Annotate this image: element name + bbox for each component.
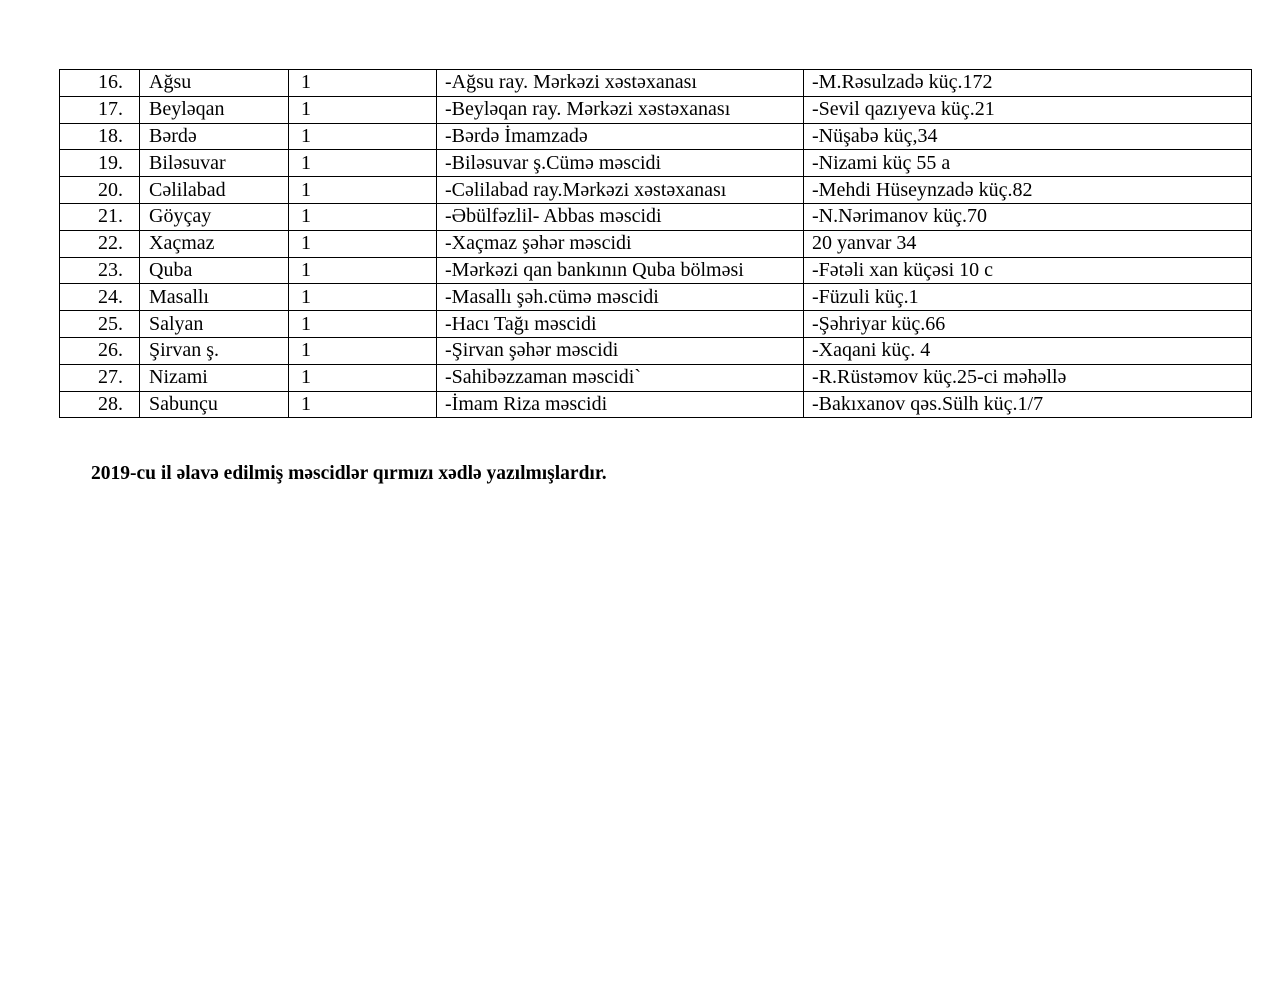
place-cell: -Mərkəzi qan bankının Quba bölməsi [437, 257, 804, 284]
table-row [60, 391, 1252, 418]
table-row [60, 96, 1252, 123]
region-cell: Nizami [140, 364, 289, 391]
row-number: 21. [60, 203, 140, 230]
region-cell: Cəlilabad [140, 177, 289, 204]
table-row [60, 257, 1252, 284]
row-number: 24. [60, 284, 140, 311]
place-cell: -Bərdə İmamzadə [437, 123, 804, 150]
row-number: 22. [60, 230, 140, 257]
row-number: 16. [60, 70, 140, 97]
count-cell: 1 [289, 391, 437, 418]
region-cell: Biləsuvar [140, 150, 289, 177]
place-cell: -İmam Riza məscidi [437, 391, 804, 418]
table-row [60, 364, 1252, 391]
count-cell: 1 [289, 311, 437, 338]
region-cell: Beyləqan [140, 96, 289, 123]
address-cell: -Xaqani küç. 4 [804, 337, 1252, 364]
count-cell: 1 [289, 284, 437, 311]
row-number: 23. [60, 257, 140, 284]
region-cell: Salyan [140, 311, 289, 338]
region-cell: Quba [140, 257, 289, 284]
row-number: 19. [60, 150, 140, 177]
table-row [60, 177, 1252, 204]
count-cell: 1 [289, 337, 437, 364]
row-number: 18. [60, 123, 140, 150]
address-cell: -Bakıxanov qəs.Sülh küç.1/7 [804, 391, 1252, 418]
row-number: 20. [60, 177, 140, 204]
address-cell: -Sevil qazıyeva küç.21 [804, 96, 1252, 123]
table-row [60, 337, 1252, 364]
table-row [60, 123, 1252, 150]
place-cell: -Masallı şəh.cümə məscidi [437, 284, 804, 311]
address-cell: -M.Rəsulzadə küç.172 [804, 70, 1252, 97]
region-cell: Şirvan ş. [140, 337, 289, 364]
table-body [60, 70, 1252, 418]
table-row [60, 311, 1252, 338]
row-number: 27. [60, 364, 140, 391]
region-cell: Ağsu [140, 70, 289, 97]
table-row [60, 230, 1252, 257]
place-cell: -Əbülfəzlil- Abbas məscidi [437, 203, 804, 230]
footnote: 2019-cu il əlavə edilmiş məscidlər qırmızı xədlə yazılmışlardır. [91, 463, 607, 484]
count-cell: 1 [289, 150, 437, 177]
count-cell: 1 [289, 177, 437, 204]
count-cell: 1 [289, 96, 437, 123]
count-cell: 1 [289, 123, 437, 150]
address-cell: -R.Rüstəmov küç.25-ci məhəllə [804, 364, 1252, 391]
region-cell: Xaçmaz [140, 230, 289, 257]
count-cell: 1 [289, 203, 437, 230]
table-row [60, 70, 1252, 97]
address-cell: -Mehdi Hüseynzadə küç.82 [804, 177, 1252, 204]
address-cell: -Nüşabə küç,34 [804, 123, 1252, 150]
place-cell: -Şirvan şəhər məscidi [437, 337, 804, 364]
row-number: 17. [60, 96, 140, 123]
place-cell: -Beyləqan ray. Mərkəzi xəstəxanası [437, 96, 804, 123]
count-cell: 1 [289, 70, 437, 97]
place-cell: -Hacı Tağı məscidi [437, 311, 804, 338]
table-row [60, 150, 1252, 177]
count-cell: 1 [289, 257, 437, 284]
place-cell: -Biləsuvar ş.Cümə məscidi [437, 150, 804, 177]
region-cell: Sabunçu [140, 391, 289, 418]
count-cell: 1 [289, 364, 437, 391]
address-cell: -Nizami küç 55 a [804, 150, 1252, 177]
row-number: 25. [60, 311, 140, 338]
address-cell: 20 yanvar 34 [804, 230, 1252, 257]
address-cell: -Şəhriyar küç.66 [804, 311, 1252, 338]
place-cell: -Cəlilabad ray.Mərkəzi xəstəxanası [437, 177, 804, 204]
region-cell: Masallı [140, 284, 289, 311]
table-row [60, 284, 1252, 311]
place-cell: -Ağsu ray. Mərkəzi xəstəxanası [437, 70, 804, 97]
address-cell: -N.Nərimanov küç.70 [804, 203, 1252, 230]
table-row [60, 203, 1252, 230]
place-cell: -Xaçmaz şəhər məscidi [437, 230, 804, 257]
address-cell: -Fətəli xan küçəsi 10 c [804, 257, 1252, 284]
address-cell: -Füzuli küç.1 [804, 284, 1252, 311]
place-cell: -Sahibəzzaman məscidi` [437, 364, 804, 391]
region-cell: Göyçay [140, 203, 289, 230]
mosque-list-table [59, 69, 1252, 418]
region-cell: Bərdə [140, 123, 289, 150]
count-cell: 1 [289, 230, 437, 257]
row-number: 28. [60, 391, 140, 418]
row-number: 26. [60, 337, 140, 364]
